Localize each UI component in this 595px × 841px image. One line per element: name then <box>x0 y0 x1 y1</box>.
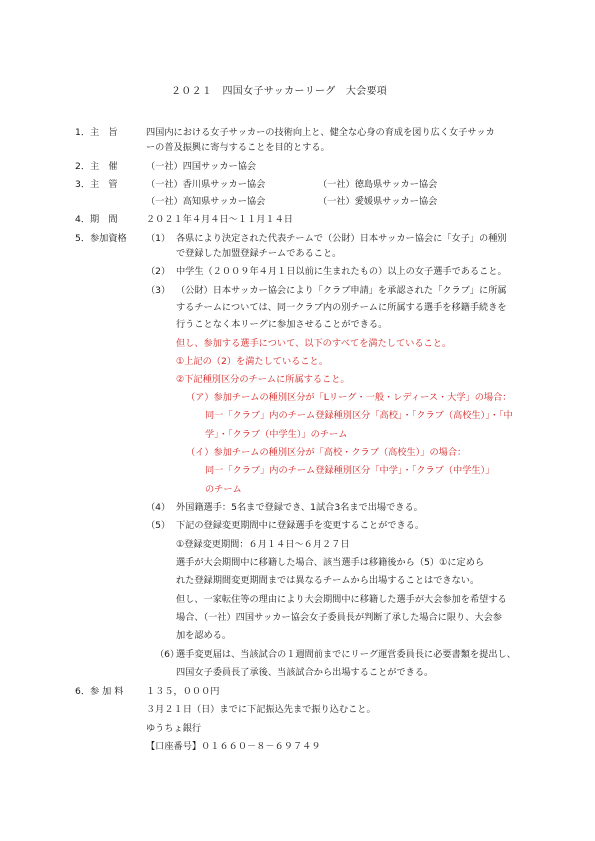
item-3-text-cont: するチームについては、同一クラブ内の別チームに所属する選手を移籍手続きを <box>176 302 507 313</box>
section-5-label: 参加資格 <box>90 233 127 244</box>
item-2-text: 中学生（２００９年４月１日以前に生まれたもの）以上の女子選手であること。 <box>176 266 507 277</box>
red-condition-a-detail: 同一「クラブ」内のチーム登録種別区分「高校」・「クラブ（高校生）」・「中 <box>205 410 513 421</box>
item-3-text-cont: 行うことなく本リーグに参加させることができる。 <box>176 319 388 330</box>
red-condition-a: （ア）参加チームの種別区分が「Lリーグ・一般・レディース・大学」の場合： <box>186 392 512 403</box>
section-6-number: 6． <box>75 686 91 697</box>
section-6-label: 参 加 料 <box>90 686 124 697</box>
item-1-number: （1） <box>146 233 171 244</box>
section-3-number: 3． <box>75 179 91 190</box>
document-title: ２０２１ 四国女子サッカーリーグ 大会要項 <box>171 86 388 97</box>
red-condition-b: （イ）参加チームの種別区分が「高校・クラブ（高校生）」の場合： <box>186 447 467 458</box>
item-5-text-cont: れた登録期間変更期間までは異なるチームから出場することはできない。 <box>176 575 480 586</box>
item-3-text: （公財）日本サッカー協会により「クラブ申請」を承認された「クラブ」に所属 <box>176 285 507 296</box>
item-6-text-cont: 四国女子委員長了承後、当該試合から出場することができる。 <box>176 667 434 678</box>
section-4-number: 4． <box>75 214 91 225</box>
red-condition-1: ①上記の（2）を満たしていること。 <box>176 356 328 367</box>
red-condition-b-detail-cont: のチーム <box>205 484 242 495</box>
section-1-label: 主 旨 <box>90 127 118 138</box>
section-1-number: 1． <box>75 127 91 138</box>
section-4-text: ２０２１年４月４日～１１月１４日 <box>146 214 293 225</box>
section-3-label: 主 管 <box>90 179 118 190</box>
section-3-org-kagawa: （一社）香川県サッカー協会 <box>146 179 266 190</box>
section-3-org-ehime: （一社）愛媛県サッカー協会 <box>318 196 438 207</box>
item-1-text-cont: で登録した加盟登録チームであること。 <box>176 248 342 259</box>
section-3-org-kochi: （一社）高知県サッカー協会 <box>146 196 266 207</box>
item-5-text-cont: 但し、一家転住等の理由により大会期間中に移籍した選手が大会参加を希望する <box>176 594 507 605</box>
item-4-text: 外国籍選手：5名まで登録でき、1試合3名まで出場できる。 <box>176 502 423 513</box>
item-3-number: （3） <box>146 285 171 296</box>
item-2-number: （2） <box>146 266 171 277</box>
section-1-text: 四国内における女子サッカーの技術向上と、健全な心身の育成を図り広く女子サッカ <box>146 127 495 138</box>
item-4-number: （4） <box>146 502 171 513</box>
fee-deadline: ３月２１日（日）までに下記振込先まで振り込むこと。 <box>146 704 376 715</box>
item-5-text-cont: 加を認める。 <box>176 630 232 641</box>
section-2-number: 2． <box>75 161 91 172</box>
section-2-label: 主 催 <box>90 161 118 172</box>
red-condition-a-detail-cont: 学」・「クラブ（中学生）」のチーム <box>205 429 348 440</box>
section-2-text: （一社）四国サッカー協会 <box>146 161 257 172</box>
section-5-number: 5． <box>75 233 91 244</box>
section-3-org-tokushima: （一社）徳島県サッカー協会 <box>318 179 438 190</box>
red-condition-intro: 但し、参加する選手について、以下のすべてを満たしていること。 <box>176 338 452 349</box>
red-condition-b-detail: 同一「クラブ」内のチーム登録種別区分「中学」・「クラブ（中学生）」 <box>205 465 495 476</box>
bank-name: ゆうちょ銀行 <box>146 723 202 734</box>
item-6-text: 選手変更届は、当該試合の１週間前までにリーグ運営委員長に必要書類を提出し、 <box>176 649 516 660</box>
section-1-text-cont: ーの普及振興に寄与することを目的とする。 <box>146 142 330 153</box>
section-4-label: 期 間 <box>90 214 118 225</box>
item-6-number: （6） <box>155 649 180 660</box>
item-5-text: 下記の登録変更期間中に登録選手を変更することができる。 <box>176 520 425 531</box>
item-5-period: ①登録変更期間：６月１４日～６月２７日 <box>176 539 350 550</box>
item-1-text: 各県により決定された代表チームで（公財）日本サッカー協会に「女子」の種別 <box>176 233 507 244</box>
fee-amount: １３５，０００円 <box>146 686 220 697</box>
item-5-text-cont: 選手が大会期間中に移籍した場合、該当選手は移籍後から（5）①に定めら <box>176 557 485 568</box>
item-5-text-cont: 場合、（一社）四国サッカー協会女子委員長が判断了承した場合に限り、大会参 <box>176 612 502 623</box>
red-condition-2: ②下記種別区分のチームに所属すること。 <box>176 374 350 385</box>
item-5-number: （5） <box>146 520 171 531</box>
account-number: 【口座番号】０１６６０－８－６９７４９ <box>146 741 321 752</box>
